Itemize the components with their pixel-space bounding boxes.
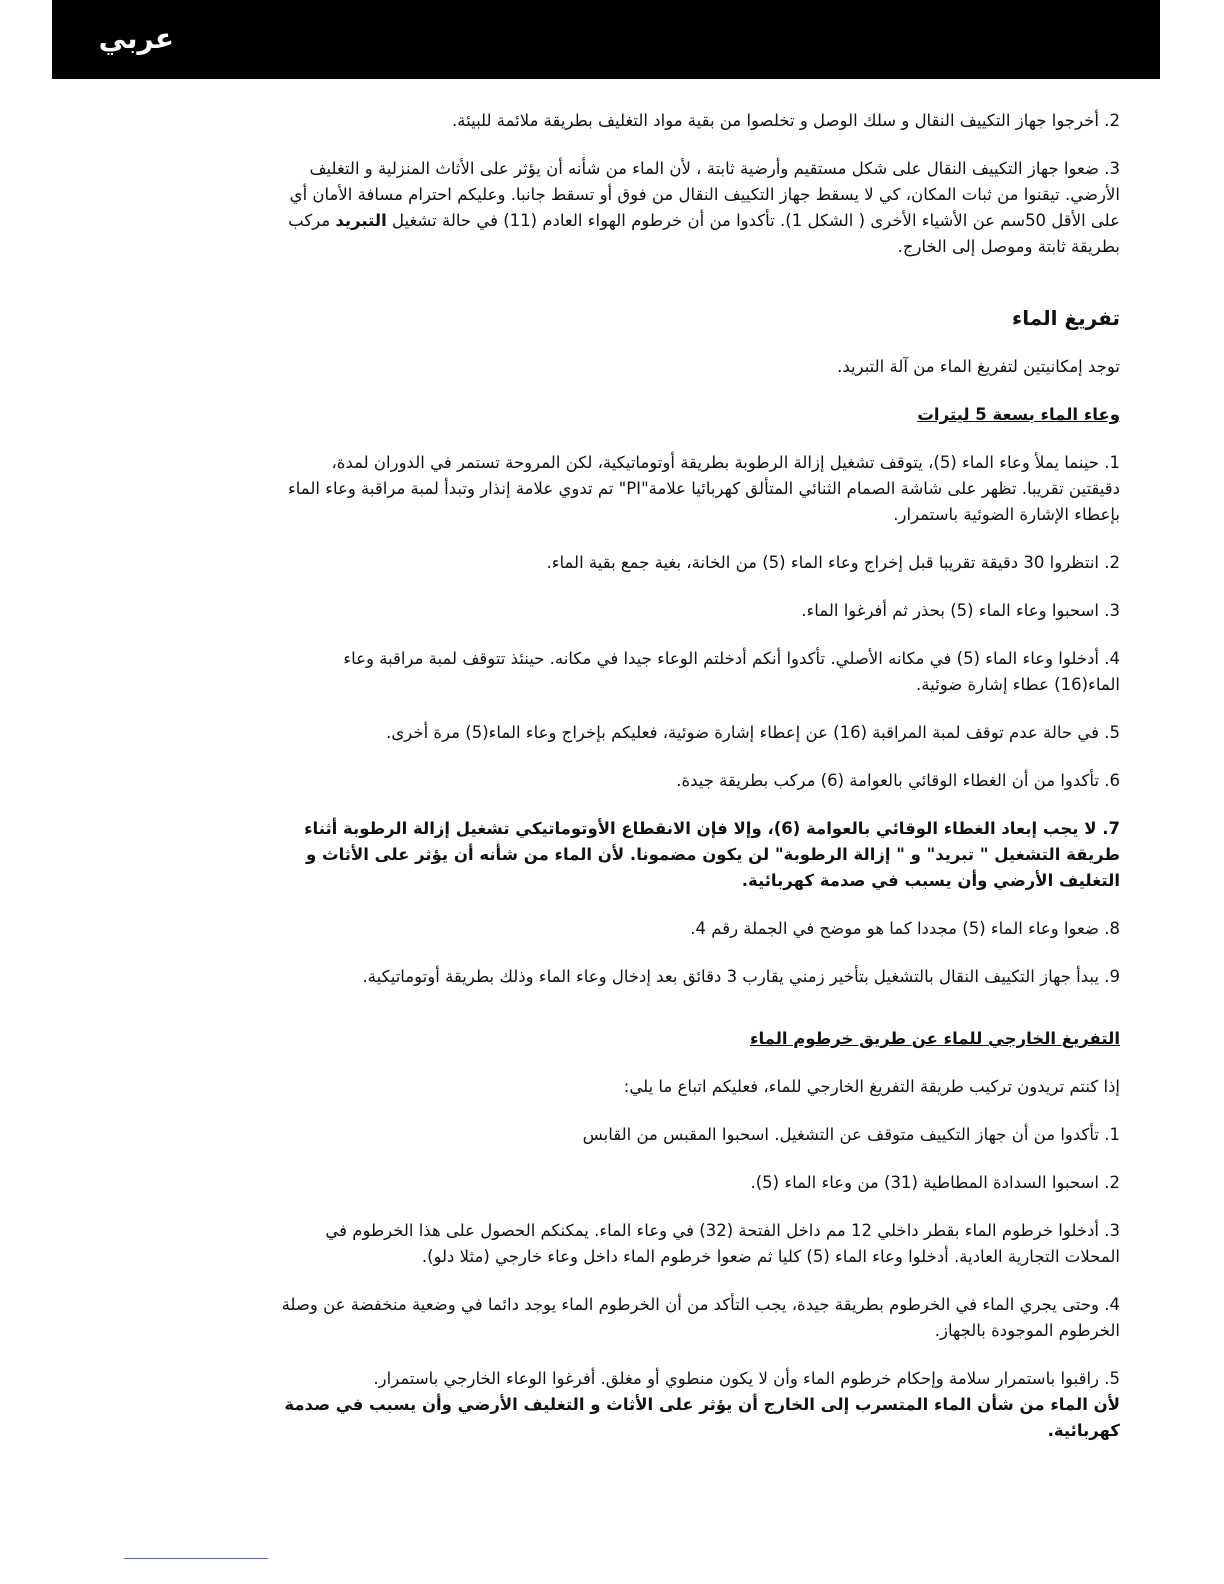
tank-item: 8. ضعوا وعاء الماء (5) مجددا كما هو موضح في الجملة رقم 4. bbox=[690, 919, 1120, 938]
tank-warning: 7. لا يجب إبعاد الغطاء الوقائي بالعوامة (6)، وإلا فإن الانقطاع الأوتوماتيكي تشغيل إزالة الرطوبة أثناء طريقة التشغيل " تبريد" و " إزالة الرطوبة" لن يكون مضمونا. لأن الماء من شأنه أن يؤثر على الأثاث و التغليف الأرضي وأن يسبب في صدمة كهربائية. bbox=[304, 819, 1120, 890]
subsection-title-tank: وعاء الماء بسعة 5 ليترات bbox=[917, 405, 1120, 424]
intro-item-3-tail: مركب بطريقة ثابتة وموصل إلى الخارج. bbox=[288, 211, 1120, 256]
header-bar bbox=[52, 0, 1160, 79]
section-title: تفريغ الماء bbox=[1012, 306, 1120, 330]
tank-item: 1. حينما يملأ وعاء الماء (5)، يتوقف تشغيل إزالة الرطوبة بطريقة أوتوماتيكية، لكن المروحة تستمر في الدوران لمدة، دقيقتين تقريبا. تظهر على شاشة الصمام الثنائي المتألق كهربائيا علامة"PI" تم تدوي علامة إنذار وتبدأ لمبة مراقبة وعاء الماء بإعطاء الإشارة الضوئية باستمرار. bbox=[288, 453, 1120, 524]
intro-item-3 bbox=[280, 156, 1120, 260]
hose-item: 2. اسحبوا السدادة المطاطية (31) من وعاء الماء (5). bbox=[750, 1173, 1120, 1192]
hose-intro: إذا كنتم تريدون تركيب طريقة التفريغ الخارجي للماء، فعليكم اتباع ما يلي: bbox=[623, 1077, 1120, 1096]
hose-item-last bbox=[280, 1366, 1120, 1444]
tank-item: 4. أدخلوا وعاء الماء (5) في مكانه الأصلي. تأكدوا أنكم أدخلتم الوعاء جيدا في مكانه. حينئذ تتوقف لمبة مراقبة وعاء الماء(16) عطاء إشارة ضوئية. bbox=[343, 649, 1120, 694]
hose-warning: لأن الماء من شأن الماء المتسرب إلى الخارج أن يؤثر على الأثاث و التغليف الأرضي وأن يسبب في صدمة كهربائية. bbox=[284, 1395, 1120, 1440]
language-label: عربي bbox=[98, 22, 174, 55]
hose-item: 3. أدخلوا خرطوم الماء بقطر داخلي 12 مم داخل الفتحة (32) في وعاء الماء. يمكنكم الحصول على هذا الخرطوم في المحلات التجارية العادية. أدخلوا وعاء الماء (5) كليا ثم ضعوا خرطوم الماء داخل وعاء خارجي (مثلا دلو). bbox=[325, 1221, 1120, 1266]
footer-divider bbox=[124, 1558, 268, 1559]
hose-item: 1. تأكدوا من أن جهاز التكييف متوقف عن التشغيل. اسحبوا المقبس من القابس bbox=[582, 1125, 1120, 1144]
tank-item: 5. في حالة عدم توقف لمبة المراقبة (16) عن إعطاء إشارة ضوئية، فعليكم بإخراج وعاء الماء(5) مرة أخرى. bbox=[386, 723, 1120, 742]
intro-item-3-bold: التبريد bbox=[335, 211, 387, 230]
subsection-title-hose: التفريغ الخارجي للماء عن طريق خرطوم الماء bbox=[750, 1029, 1120, 1048]
hose-item-5: 5. راقبوا باستمرار سلامة وإحكام خرطوم الماء وأن لا يكون منطوي أو مغلق. أفرغوا الوعاء الخارجي باستمرار. bbox=[373, 1369, 1120, 1388]
tank-item: 9. يبدأ جهاز التكييف النقال بالتشغيل بتأخير زمني يقارب 3 دقائق بعد إدخال وعاء الماء وذلك بطريقة أوتوماتيكية. bbox=[362, 967, 1120, 986]
intro-item-2: 2. أخرجوا جهاز التكييف النقال و سلك الوصل و تخلصوا من بقية مواد التغليف بطريقة ملائمة للبيئة. bbox=[452, 111, 1120, 130]
tank-item: 3. اسحبوا وعاء الماء (5) بحذر ثم أفرغوا الماء. bbox=[801, 601, 1120, 620]
hose-item: 4. وحتى يجري الماء في الخرطوم بطريقة جيدة، يجب التأكد من أن الخرطوم الماء يوجد دائما في وضعية منخفضة عن وصلة الخرطوم الموجودة بالجهاز. bbox=[281, 1295, 1120, 1340]
intro-item-3-text: 3. ضعوا جهاز التكييف النقال على شكل مستقيم وأرضية ثابتة ، لأن الماء من شأنه أن يؤثر على الأثاث المنزلية و التغليف الأرضي. تيقنوا من ثبات المكان، كي لا يسقط جهاز التكييف النقال من فوق أو تسقط جانبا. وعليكم احترام مسافة الأمان أي على الأقل 50سم عن الأشياء الأخرى ( الشكل 1). تأكدوا من أن خرطوم الهواء العادم (11) في حالة تشغيل bbox=[289, 159, 1120, 230]
document-body bbox=[280, 108, 1120, 1444]
section-intro: توجد إمكانيتين لتفريغ الماء من آلة التبريد. bbox=[837, 357, 1120, 376]
tank-item: 6. تأكدوا من أن الغطاء الوقائي بالعوامة (6) مركب بطريقة جيدة. bbox=[676, 771, 1120, 790]
tank-item: 2. انتظروا 30 دقيقة تقريبا قبل إخراج وعاء الماء (5) من الخانة، بغية جمع بقية الماء. bbox=[546, 553, 1120, 572]
